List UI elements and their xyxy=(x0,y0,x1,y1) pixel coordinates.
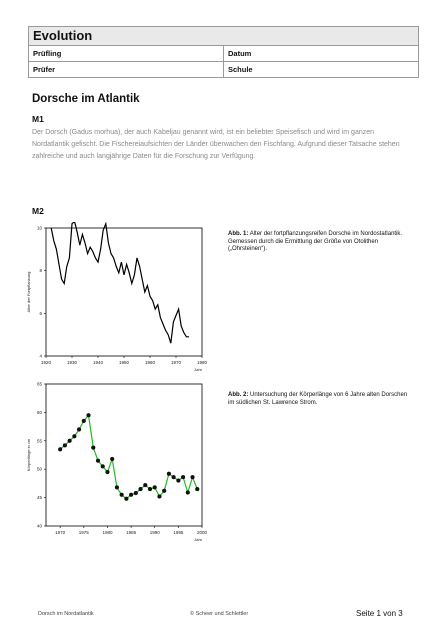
data-point xyxy=(129,493,133,497)
data-point xyxy=(195,487,199,491)
x-tick-label: 1970 xyxy=(55,530,66,535)
data-point xyxy=(110,457,114,461)
header-row-1 xyxy=(29,46,418,62)
footer-center: © Scheer und Schlettler xyxy=(190,611,249,617)
x-axis-label: Jahr xyxy=(194,537,202,542)
data-point xyxy=(167,472,171,476)
data-point xyxy=(191,475,195,479)
m1-label: M1 xyxy=(32,114,44,124)
age-chart xyxy=(22,222,212,372)
data-point xyxy=(58,447,62,451)
section-title: Dorsche im Atlantik xyxy=(32,93,140,105)
x-axis-label: Jahr xyxy=(194,367,202,372)
date-field[interactable]: Datum xyxy=(223,46,418,61)
y-axis-label: Alter der Fortpflanzung xyxy=(26,271,31,313)
candidate-field[interactable]: Prüfling xyxy=(33,49,62,58)
data-point xyxy=(153,485,157,489)
caption-abb2-label: Abb. 2: xyxy=(228,392,249,398)
data-point xyxy=(162,489,166,493)
length-chart xyxy=(22,376,212,551)
x-tick-label: 1970 xyxy=(170,360,182,365)
series-line xyxy=(51,222,189,343)
caption-abb1 xyxy=(228,231,413,254)
caption-abb1-label: Abb. 1: xyxy=(228,231,249,237)
y-axis-label: Körperlänge in cm xyxy=(26,438,31,472)
y-tick-label: 60 xyxy=(36,409,42,415)
x-tick-label: 1920 xyxy=(40,360,52,365)
data-point xyxy=(77,428,81,432)
y-tick-label: 8 xyxy=(39,268,42,274)
x-tick-label: 1995 xyxy=(173,530,184,535)
x-tick-label: 1980 xyxy=(196,360,208,365)
data-point xyxy=(115,485,119,489)
y-tick-label: 6 xyxy=(39,310,42,316)
x-tick-label: 1990 xyxy=(149,530,160,535)
header-table xyxy=(28,26,419,78)
caption-abb1-text: Alter der fortpflanzungsreifen Dorsche im Nordostatlantik. Gemessen durch die Ermittlung der Größe von Otolithen („Ohrsteinen“). xyxy=(228,231,403,253)
data-point xyxy=(181,475,185,479)
x-tick-label: 1975 xyxy=(78,530,89,535)
plot-frame xyxy=(46,384,202,526)
school-field[interactable]: Schule xyxy=(223,62,418,77)
data-point xyxy=(143,483,147,487)
y-tick-label: 4 xyxy=(39,353,42,359)
data-point xyxy=(148,487,152,491)
x-tick-label: 1960 xyxy=(144,360,156,365)
data-point xyxy=(158,495,162,499)
footer-left: Dorsch im Nordatlantik xyxy=(38,611,94,617)
data-point xyxy=(186,491,190,495)
page-number: Seite 1 von 3 xyxy=(356,609,403,618)
data-point xyxy=(87,413,91,417)
data-point xyxy=(106,470,110,474)
x-tick-label: 2000 xyxy=(196,530,208,535)
data-point xyxy=(96,459,100,463)
y-tick-label: 40 xyxy=(36,523,42,529)
data-point xyxy=(63,443,67,447)
x-tick-label: 1930 xyxy=(66,360,78,365)
x-tick-label: 1980 xyxy=(102,530,113,535)
data-point xyxy=(124,497,128,501)
y-tick-label: 10 xyxy=(36,225,42,231)
data-point xyxy=(101,464,105,468)
y-tick-label: 45 xyxy=(36,495,42,501)
series-line xyxy=(60,415,197,499)
data-point xyxy=(172,475,176,479)
m2-label: M2 xyxy=(32,206,44,216)
x-tick-label: 1985 xyxy=(126,530,137,535)
m1-text: Der Dorsch (Gadus morhua), der auch Kabeljau genannt wird, ist ein beliebter Speisefisch und wird im ganzen Nordatlantik gefischt. Die Fischereiaufsichten der Länder überwachen den Fischfang. Aufgrund dieser Tatsache stehen zahlreiche und auch langjährige Daten für die Forschung zur Verfügung. xyxy=(32,129,400,161)
plot-frame xyxy=(46,228,202,356)
data-point xyxy=(82,419,86,423)
x-tick-label: 1940 xyxy=(92,360,104,365)
caption-abb2-text: Untersuchung der Körperlänge von 6 Jahre alten Dorschen im südlichen St. Lawrence Strom. xyxy=(228,392,408,406)
data-point xyxy=(134,491,138,495)
data-point xyxy=(68,439,72,443)
data-point xyxy=(91,446,95,450)
worksheet-title: Evolution xyxy=(29,27,418,46)
header-row-2 xyxy=(29,62,418,77)
y-tick-label: 50 xyxy=(36,466,42,472)
data-point xyxy=(72,434,76,438)
y-tick-label: 55 xyxy=(36,438,42,444)
examiner-field[interactable]: Prüfer xyxy=(33,65,56,74)
x-tick-label: 1950 xyxy=(118,360,130,365)
y-tick-label: 65 xyxy=(36,381,42,387)
data-point xyxy=(120,493,124,497)
data-point xyxy=(176,479,180,483)
caption-abb2 xyxy=(228,392,413,407)
data-point xyxy=(139,487,143,491)
